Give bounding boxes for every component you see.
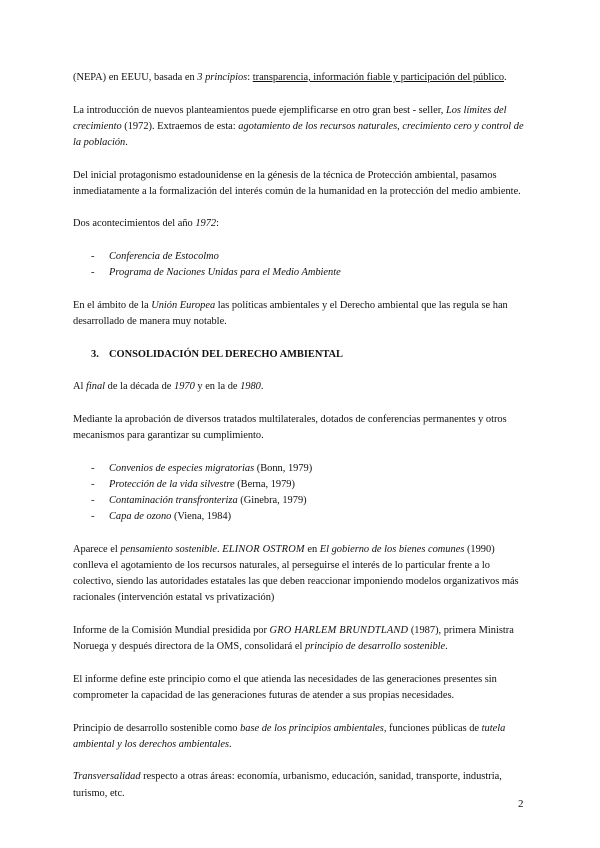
paragraph-introduccion — [73, 103, 530, 152]
list-item — [73, 509, 530, 525]
emphasis: base de los principios ambientales — [240, 722, 384, 734]
text: Aparece el — [73, 543, 121, 555]
text: de la década de — [105, 381, 175, 393]
paragraph-final-decada — [73, 379, 530, 395]
text: las políticas ambientales y el Derecho ambiental que las regula se han desarrollado de manera muy notable. — [73, 299, 508, 327]
item-detail: (Viena, 1984) — [171, 511, 232, 523]
emphasis: 1970 — [174, 381, 195, 393]
item-name: Protección de la vida silvestre — [109, 478, 235, 490]
paragraph-union-europea — [73, 298, 530, 330]
emphasis: 1972 — [195, 218, 217, 230]
text: respecto a otras áreas: economía, urbanismo, educación, sanidad, transporte, industria, turismo, etc. — [73, 771, 502, 799]
emphasis: Transversalidad — [73, 771, 141, 783]
paragraph-ostrom — [73, 542, 530, 607]
text: : — [216, 218, 220, 230]
paragraph-dos-acontecimientos — [73, 216, 530, 232]
text: (NEPA) en EEUU, basada en — [73, 72, 198, 83]
text: (1987), primera Ministra Noruega y después directora de la OMS, consolidará el — [73, 624, 514, 653]
list-1972 — [73, 249, 530, 281]
emphasis: final — [86, 381, 106, 393]
section-title: CONSOLIDACIÓN DEL DERECHO AMBIENTAL — [109, 348, 343, 360]
text: . — [504, 72, 507, 83]
text: y en la de — [194, 381, 241, 393]
text: . — [217, 543, 223, 555]
emphasis: tutela ambiental y los derechos ambientales — [73, 722, 506, 750]
item-detail: (Bonn, 1979) — [254, 462, 313, 474]
item-detail: (Berna, 1979) — [234, 478, 295, 490]
emphasis: 1980 — [240, 381, 261, 393]
text: La introducción de nuevos planteamientos puede ejemplificarse en otro gran best - seller, — [73, 104, 446, 116]
text: , funciones públicas de — [383, 722, 482, 734]
emphasis: agotamiento de los recursos naturales, crecimiento cero y control de la población — [73, 120, 524, 148]
emphasis: pensamiento sostenible — [120, 543, 217, 555]
paragraph-protagonismo: Del inicial protagonismo estadounidense en la génesis de la técnica de Protección ambiental, pasamos inmediatamente a la formalización del interés común de la humanidad en la protección del medio ambiente. — [73, 169, 521, 197]
author-name: ELINOR OSTROM — [222, 543, 305, 555]
text: Principio de desarrollo sostenible como — [73, 722, 241, 734]
text: . — [229, 738, 232, 750]
list-item — [73, 493, 530, 509]
emphasis: principio de desarrollo sostenible — [304, 641, 446, 653]
text: . — [260, 381, 264, 393]
list-convenios — [73, 461, 530, 526]
author-name: GRO HARLEM BRUNDTLAND — [269, 624, 409, 636]
text: . — [445, 641, 448, 653]
page-number: 2 — [518, 798, 524, 810]
text: En el ámbito de la — [73, 299, 152, 311]
list-item — [73, 477, 530, 493]
paragraph-base — [73, 721, 530, 753]
paragraph-transversalidad — [73, 769, 530, 801]
text: : — [247, 72, 253, 83]
underlined-text: transparencia, información fiable y participación del público — [252, 72, 505, 83]
list-item: - Conferencia de Estocolmo — [73, 249, 530, 265]
list-item — [73, 461, 530, 477]
document-page — [73, 70, 530, 802]
item-name: Contaminación transfronteriza — [109, 494, 238, 506]
text: Informe de la Comisión Mundial presidida por — [73, 624, 270, 636]
text: Al — [73, 381, 86, 393]
paragraph-define: El informe define este principio como el que atienda las necesidades de las generaciones presentes sin comprometer la capacidad de las generaciones futuras de atender a sus propias necesidades. — [73, 673, 497, 701]
paragraph-nepa — [73, 70, 530, 86]
paragraph-tratados: Mediante la aprobación de diversos tratados multilaterales, dotados de conferencias permanentes y otros mecanismos para garantizar su cumplimiento. — [73, 413, 507, 441]
text: en — [304, 543, 320, 555]
paragraph-informe — [73, 623, 530, 655]
text: (1972). Extraemos de esta: — [121, 120, 239, 132]
text: Dos acontecimientos del año — [73, 218, 196, 230]
emphasis: Unión Europea — [151, 299, 216, 311]
section-number: 3. — [91, 348, 99, 360]
book-title: El gobierno de los bienes comunes — [319, 543, 465, 555]
item-name: Convenios de especies migratorias — [109, 462, 255, 474]
item-name: Capa de ozono — [109, 511, 172, 523]
text: (1990) conlleva el agotamiento de los recursos naturales, al perseguirse el interés de lo particular frente a lo colectivo, siendo las autoridades estatales las que deben reaccionar imponiendo modelos organizativos más racionales (intervención estatal vs privatización) — [73, 543, 519, 604]
list-item: - Programa de Naciones Unidas para el Medio Ambiente — [73, 265, 530, 281]
emphasis: 3 principios — [197, 72, 248, 83]
item-detail: (Ginebra, 1979) — [237, 494, 307, 506]
book-title: Los límites del crecimiento — [73, 104, 507, 132]
text: . — [125, 137, 128, 148]
section-heading — [73, 347, 530, 363]
